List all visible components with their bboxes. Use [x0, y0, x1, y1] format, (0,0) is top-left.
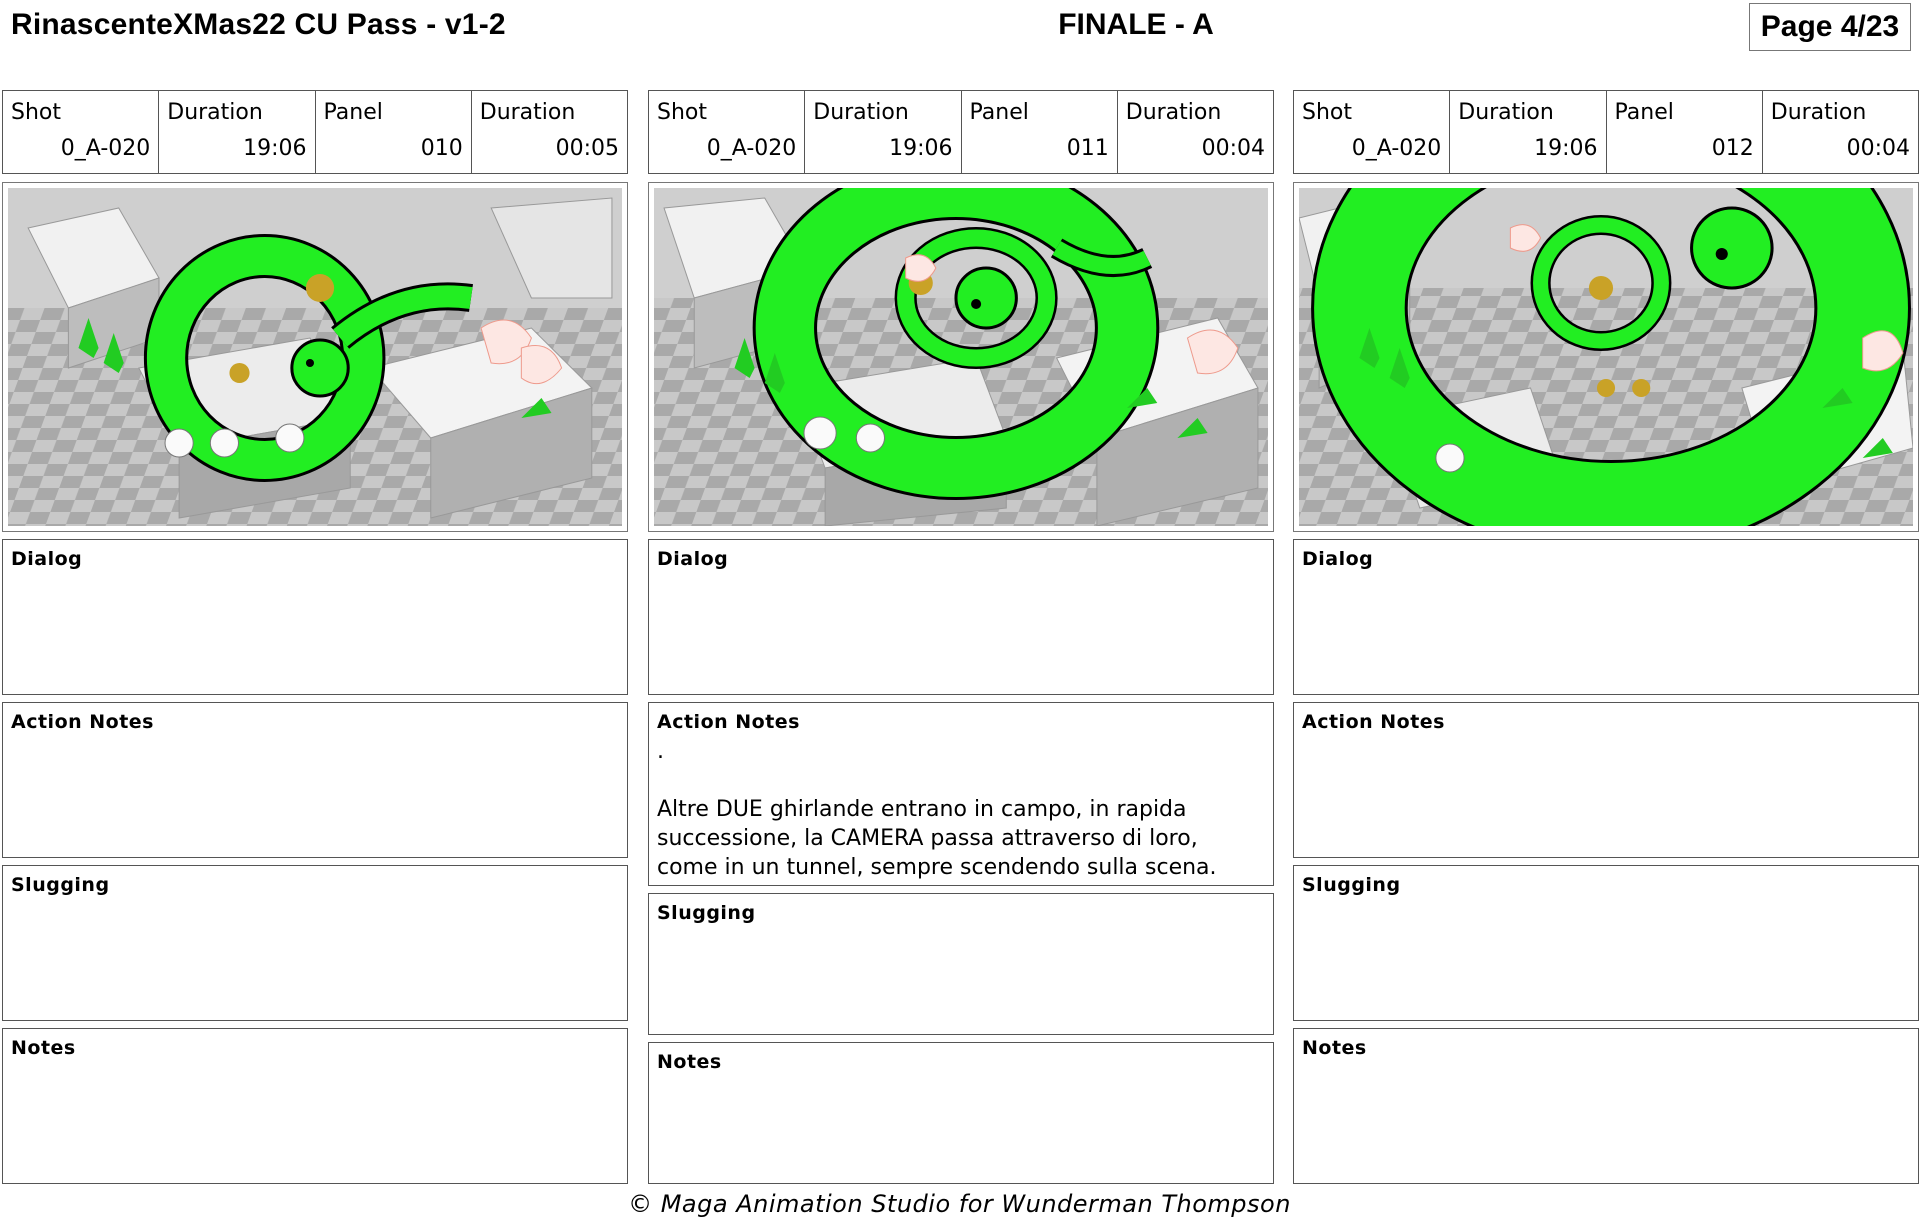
storyboard-drawing — [1299, 188, 1913, 526]
panel-thumbnail[interactable] — [648, 182, 1274, 532]
action-notes-box[interactable] — [1293, 702, 1919, 858]
shot-label: Shot — [1302, 100, 1352, 125]
shot-value: 0_A-020 — [1351, 136, 1442, 161]
shot-value: 0_A-020 — [706, 136, 797, 161]
panel-column-010 — [2, 90, 628, 1184]
slugging-label: Slugging — [657, 902, 756, 924]
panel-cell — [1606, 91, 1762, 173]
shot-cell — [1294, 91, 1449, 173]
notes-label: Notes — [1302, 1037, 1367, 1059]
dialog-label: Dialog — [657, 548, 729, 570]
notes-label: Notes — [657, 1051, 722, 1073]
panel-duration-label: Duration — [1125, 100, 1222, 125]
panel-label: Panel — [1614, 100, 1674, 125]
panel-info-bar — [2, 90, 628, 174]
storyboard-drawing — [654, 188, 1268, 526]
shot-duration-cell — [158, 91, 314, 173]
shot-label: Shot — [657, 100, 707, 125]
slugging-box[interactable] — [1293, 865, 1919, 1021]
shot-label: Shot — [11, 100, 61, 125]
slugging-label: Slugging — [1302, 874, 1401, 896]
shot-cell — [649, 91, 804, 173]
shot-duration-value: 19:06 — [889, 136, 953, 161]
panel-value: 012 — [1711, 136, 1754, 161]
panel-cell — [315, 91, 471, 173]
panel-thumbnail[interactable] — [2, 182, 628, 532]
panel-label: Panel — [969, 100, 1029, 125]
panel-column-011 — [648, 90, 1274, 1184]
shot-duration-cell — [804, 91, 960, 173]
dialog-box[interactable] — [648, 539, 1274, 695]
shot-duration-label: Duration — [1458, 100, 1554, 125]
shot-duration-label: Duration — [813, 100, 909, 125]
panel-info-bar — [1293, 90, 1919, 174]
shot-duration-value: 19:06 — [243, 136, 307, 161]
panel-thumbnail[interactable] — [1293, 182, 1919, 532]
shot-duration-cell — [1449, 91, 1605, 173]
action-notes-label: Action Notes — [11, 711, 154, 733]
shot-duration-value: 19:06 — [1534, 136, 1598, 161]
slugging-box[interactable] — [2, 865, 628, 1021]
panel-duration-label: Duration — [1770, 100, 1867, 125]
dialog-label: Dialog — [11, 548, 83, 570]
slugging-label: Slugging — [11, 874, 110, 896]
panel-label: Panel — [323, 100, 383, 125]
panel-duration-value: 00:04 — [1846, 136, 1910, 161]
page-indicator: Page 4/23 — [1749, 3, 1911, 51]
action-notes-label: Action Notes — [1302, 711, 1445, 733]
header-project-title: RinascenteXMas22 CU Pass - v1-2 — [11, 8, 506, 41]
shot-duration-label: Duration — [167, 100, 263, 125]
notes-label: Notes — [11, 1037, 76, 1059]
shot-cell — [3, 91, 158, 173]
panel-duration-value: 00:05 — [555, 136, 619, 161]
dialog-box[interactable] — [2, 539, 628, 695]
footer-copyright: © Maga Animation Studio for Wunderman Thompson — [628, 1190, 1291, 1218]
action-notes-box[interactable] — [648, 702, 1274, 886]
notes-box[interactable] — [1293, 1028, 1919, 1184]
panel-cell — [961, 91, 1117, 173]
shot-value: 0_A-020 — [60, 136, 151, 161]
notes-box[interactable] — [2, 1028, 628, 1184]
panel-column-012 — [1293, 90, 1919, 1184]
action-notes-box[interactable] — [2, 702, 628, 858]
notes-box[interactable] — [648, 1042, 1274, 1184]
header-scene-title: FINALE - A — [1058, 8, 1214, 41]
panel-duration-value: 00:04 — [1201, 136, 1265, 161]
action-notes-label: Action Notes — [657, 711, 800, 733]
action-notes-text: . Altre DUE ghirlande entrano in campo, in rapida successione, la CAMERA passa attraverso di loro, come in un tunnel, sempre scendendo sulla scena. — [657, 739, 1217, 880]
dialog-label: Dialog — [1302, 548, 1374, 570]
panel-duration-cell — [1762, 91, 1918, 173]
panel-duration-label: Duration — [479, 100, 576, 125]
panel-duration-cell — [471, 91, 627, 173]
panel-duration-cell — [1117, 91, 1273, 173]
panel-value: 010 — [420, 136, 463, 161]
slugging-box[interactable] — [648, 893, 1274, 1035]
dialog-box[interactable] — [1293, 539, 1919, 695]
panel-value: 011 — [1066, 136, 1109, 161]
panel-info-bar — [648, 90, 1274, 174]
storyboard-drawing — [8, 188, 622, 526]
